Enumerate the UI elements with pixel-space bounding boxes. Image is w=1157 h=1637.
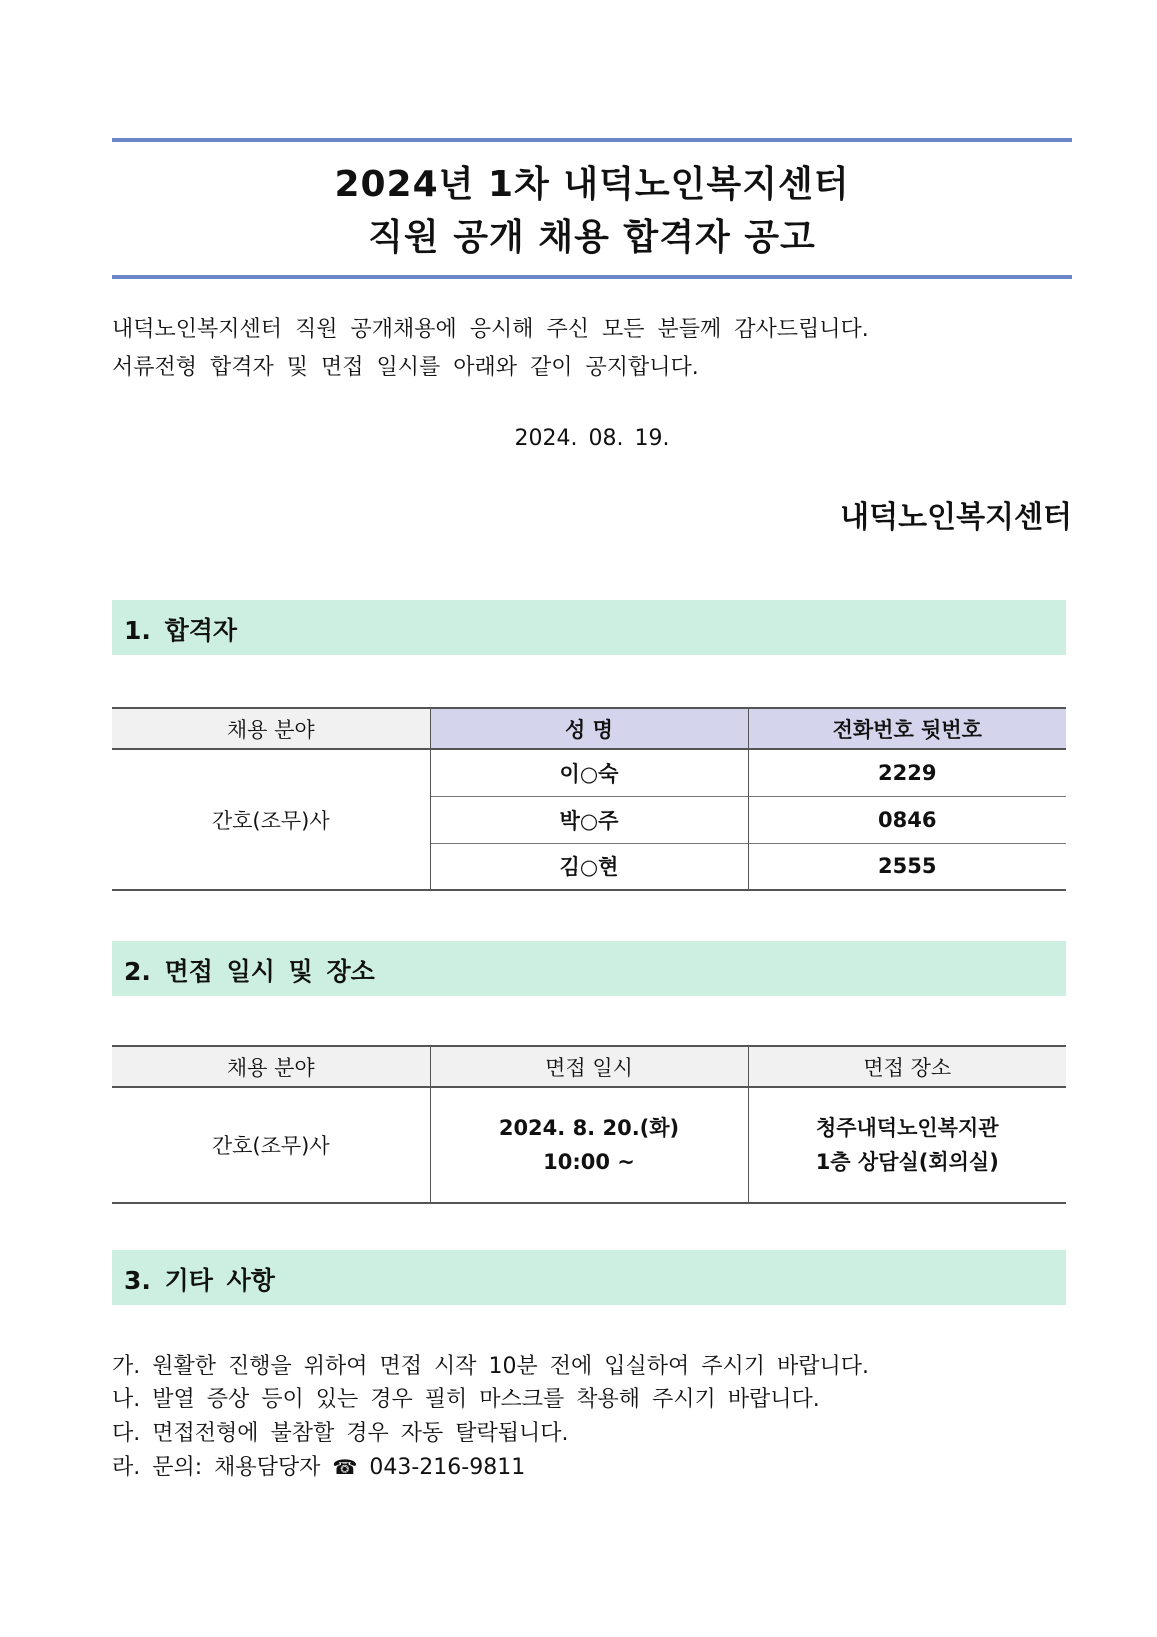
passer-phone: 0846 (748, 796, 1066, 843)
section-3-title: 3. 기타 사항 (124, 1266, 275, 1295)
page-title-line2: 직원 공개 채용 합격자 공고 (368, 217, 816, 258)
note-item: 나. 발열 증상 등이 있는 경우 필히 마스크를 착용해 주시기 바랍니다. (112, 1387, 820, 1412)
section-2-title: 2. 면접 일시 및 장소 (124, 957, 375, 986)
passer-name: 김○현 (430, 843, 748, 890)
issuer-signature: 내덕노인복지센터 (840, 500, 1072, 535)
interview-place (748, 1087, 1066, 1203)
recruit-field: 간호(조무)사 (112, 1087, 430, 1203)
page-title-line1: 2024년 1차 내덕노인복지센터 (334, 164, 850, 205)
col-header-phone: 전화번호 뒷번호 (748, 708, 1066, 749)
interview-time: 10:00 ~ (543, 1150, 635, 1174)
col-header-field: 채용 분야 (112, 1046, 430, 1087)
passer-name: 이○숙 (559, 761, 619, 786)
note-item: 다. 면접전형에 불참할 경우 자동 탈락됩니다. (112, 1421, 569, 1446)
notice-date: 2024. 08. 19. (514, 426, 670, 451)
table-row (112, 1087, 1066, 1203)
interview-place-name: 청주내덕노인복지관 (815, 1116, 999, 1140)
passers-table (112, 707, 1066, 891)
interview-date: 2024. 8. 20.(화) (498, 1116, 680, 1140)
col-header-field: 채용 분야 (112, 708, 430, 749)
contact-label: 라. 문의: 채용담당자 (112, 1455, 321, 1480)
passer-name: 박○주 (430, 796, 748, 843)
section-heading-other (112, 1250, 1066, 1305)
contact-phone-number: 043-216-9811 (369, 1455, 526, 1480)
note-item: 가. 원활한 진행을 위하여 면접 시작 10분 전에 입실하여 주시기 바랍니다. (112, 1354, 869, 1379)
col-header-place: 면접 장소 (748, 1046, 1066, 1087)
title-top-rule (112, 138, 1072, 142)
col-header-name: 성 명 (430, 708, 748, 749)
intro-line-2: 서류전형 합격자 및 면접 일시를 아래와 같이 공지합니다. (112, 355, 699, 380)
section-heading-passers (112, 600, 1066, 655)
telephone-icon: ☎ (332, 1455, 358, 1479)
interview-place-room: 1층 상담실(회의실) (815, 1150, 999, 1174)
section-heading-interview (112, 941, 1066, 996)
title-bottom-rule (112, 275, 1072, 279)
intro-line-1: 내덕노인복지센터 직원 공개채용에 응시해 주신 모든 분들께 감사드립니다. (112, 317, 869, 342)
recruit-field: 간호(조무)사 (112, 749, 430, 890)
interview-datetime (430, 1087, 748, 1203)
note-contact (112, 1450, 525, 1481)
passer-phone: 2555 (748, 843, 1066, 890)
section-1-title: 1. 합격자 (124, 616, 238, 645)
interview-table (112, 1045, 1066, 1204)
col-header-datetime: 면접 일시 (430, 1046, 748, 1087)
passer-phone: 2229 (748, 749, 1066, 796)
table-row (112, 749, 1066, 796)
